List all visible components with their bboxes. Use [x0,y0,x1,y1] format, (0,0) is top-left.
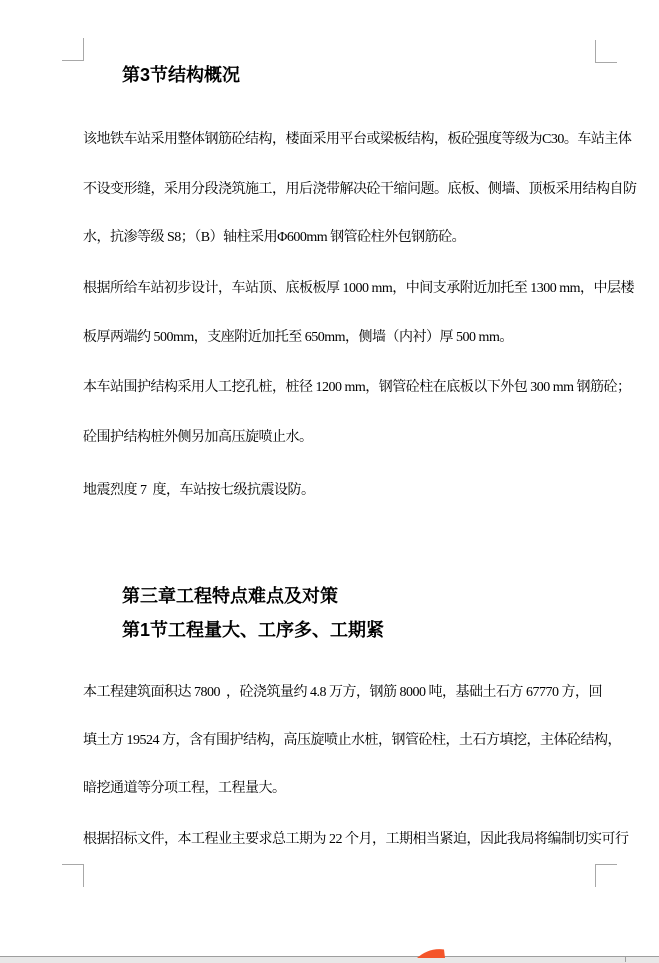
document-text-line: 板厚两端约 500mm，支座附近加托至 650mm，侧墙（内衬）厚 500 mm。 [83,330,513,345]
document-text-line: 地震烈度 7 度，车站按七级抗震设防。 [83,483,315,498]
orange-swoosh-graphic [417,948,445,959]
document-text-line: 水，抗渗等级 S8；（B）轴柱采用Φ600mm 钢管砼柱外包钢筋砼。 [83,230,466,245]
document-text-line: 不设变形缝，采用分段浇筑施工，用后浇带解决砼干缩问题。底板、侧墙、顶板采用结构自防 [83,182,637,197]
document-heading: 第3节结构概况 [122,65,241,85]
crop-mark-top-right [595,40,617,63]
document-text-line: 暗挖通道等分项工程，工程量大。 [83,781,286,796]
document-text-line: 根据招标文件，本工程业主要求总工期为 22 个月，工期相当紧迫，因此我局将编制切实可行 [83,832,629,847]
document-text-line: 本工程建筑面积达 7800 ，砼浇筑量约 4.8 万方，钢筋 8000 吨，基础土石方 67770 方，回 [83,685,602,700]
document-text-line: 根据所给车站初步设计，车站顶、底板板厚 1000 mm，中间支承附近加托至 1300 mm，中层楼 [83,281,635,296]
crop-mark-top-left [62,38,84,61]
crop-mark-bottom-left [62,864,84,887]
next-page-edge [625,956,626,962]
document-heading: 第1节工程量大、工序多、工期紧 [122,620,385,640]
document-text-line: 砼围护结构桩外侧另加高压旋喷止水。 [83,430,313,445]
document-text-line: 本车站围护结构采用人工挖孔桩，桩径 1200 mm，钢管砼柱在底板以下外包 300 mm 钢筋砼； [83,380,631,395]
document-text-line: 该地铁车站采用整体钢筋砼结构，楼面采用平台或梁板结构，板砼强度等级为C30。车站主体 [83,132,632,147]
crop-mark-bottom-right [595,864,617,887]
document-text-line: 填土方 19524 方，含有围护结构，高压旋喷止水桩，钢管砼柱，土石方填挖，主体砼结构， [83,733,621,748]
document-heading: 第三章工程特点难点及对策 [122,586,338,606]
